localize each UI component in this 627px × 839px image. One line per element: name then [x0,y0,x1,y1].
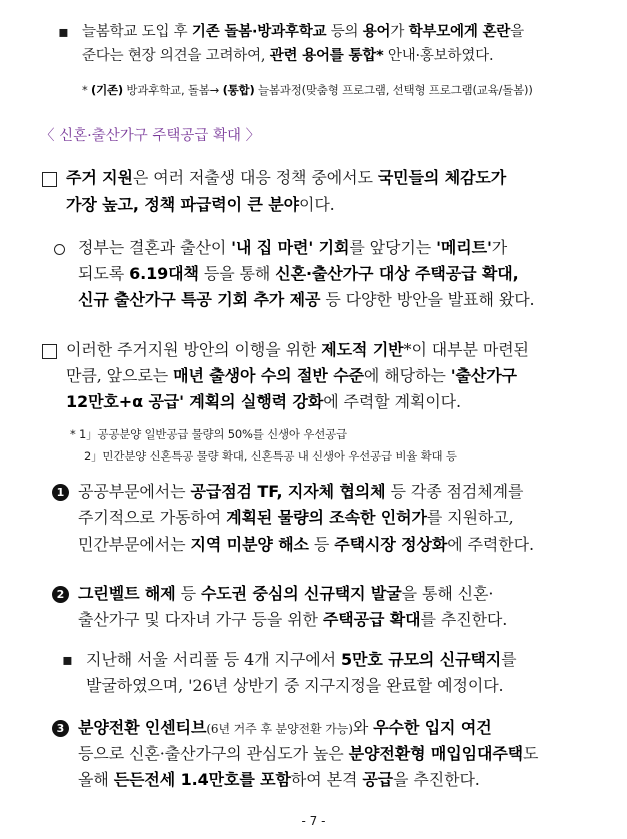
numbered-circle-icon: 2 [52,586,69,603]
text-segment: 등 다양한 방안을 발표해 왔다. [320,290,535,309]
paragraph-line [78,770,480,790]
emphasis-text: 용어 [362,24,391,40]
text-segment: 와 [352,718,374,737]
text-segment: 등을 통해 [198,264,276,283]
text-segment: 공공부문에서는 [78,482,191,501]
emphasis-text: 공급 [362,770,394,789]
emphasis-text: 관련 용어를 통합 [269,48,377,64]
emphasis-text: 신규 출산가구 특공 기회 추가 제공 [78,290,321,309]
emphasis-text: * [376,48,384,64]
paragraph-line [66,392,461,412]
text-segment: 출산가구 및 다자녀 가구 등을 위한 [78,610,323,629]
text-segment: 민간부문에서는 [78,535,191,554]
text-segment: 등 각종 점검체계를 [385,482,524,501]
emphasis-text: 수도권 중심의 신규택지 발굴 [200,584,402,603]
emphasis-text: 우수한 입지 여건 [373,718,492,737]
paragraph-line [82,22,524,42]
emphasis-text: 12만호+α 공급' 계획의 실행력 강화 [66,392,324,411]
emphasis-text: (기존) [91,83,123,97]
emphasis-text: 든든전세 1.4만호를 포함 [113,770,291,789]
emphasis-text: 주택공급 확대 [322,610,421,629]
text-segment: 가 [491,238,508,257]
text-segment: 등으로 신혼·출산가구의 관심도가 높은 [78,744,349,763]
text-segment: 등 [175,584,201,603]
text-segment: 은 여러 저출생 대응 정책 중에서도 [132,168,378,187]
section-title: 〈 신혼·출산가구 주택공급 확대 〉 [40,128,261,144]
text-segment: 도 [523,744,539,763]
paragraph-line [78,482,523,502]
paragraph-line [66,340,529,360]
emphasis-text: 지역 미분양 해소 [190,535,309,554]
text-segment: 를 앞당기는 [349,238,437,257]
footnote [70,424,347,444]
numbered-circle-icon: 1 [52,484,69,501]
emphasis-text: 가장 높고, 정책 파급력이 큰 분야 [66,195,299,214]
text-segment: 방과후학교, 돌봄→ [122,83,223,97]
text-segment: 안내·홍보하였다. [383,48,494,64]
square-bullet-icon: ▪ [62,650,73,669]
text-segment: * [82,83,92,97]
text-segment: 2」민간분양 신혼특공 물량 확대, 신혼특공 내 신생아 우선공급 비율 확대 등 [84,449,457,463]
paragraph-line [78,238,507,258]
emphasis-text: 기존 돌봄·방과후학교 [191,24,327,40]
emphasis-text: 5만호 규모의 신규택지 [340,650,502,669]
paragraph-line [78,584,493,604]
paragraph-line [78,610,507,630]
checkbox-square-icon [42,344,57,359]
paragraph-line [82,46,493,66]
text-segment: 을 [510,24,524,40]
emphasis-text: 주거 지원 [66,168,133,187]
footnote [84,446,457,466]
paragraph-line [78,264,519,284]
paragraph-line [66,168,506,188]
paragraph-line [66,366,517,386]
emphasis-text: 분양전환형 매입임대주택 [348,744,524,763]
text-segment: 등 [308,535,335,554]
text-segment: 에 주력할 계획이다. [323,392,462,411]
text-segment: * [403,340,412,359]
text-segment: 이다. [298,195,335,214]
emphasis-text: '내 집 마련' 기회 [231,238,350,257]
paragraph-line [78,744,538,764]
text-segment: 되도록 [78,264,130,283]
paragraph-line [78,535,534,555]
text-segment: 에 해당하는 [363,366,451,385]
emphasis-text: 그린벨트 해제 [78,584,176,603]
text-segment: 가 [390,24,409,40]
page-number: - 7 - [301,814,326,828]
text-segment: 올해 [78,770,114,789]
emphasis-text: '메리트' [436,238,492,257]
paragraph-line [86,676,504,696]
numbered-circle-icon: 3 [52,720,69,737]
text-segment: 에 주력한다. [447,535,534,554]
text-segment: 지난해 서울 서리풀 등 4개 지구에서 [86,650,341,669]
emphasis-text: 공급점검 TF, 지자체 협의체 [190,482,386,501]
text-segment: 를 추진한다. [420,610,508,629]
text-segment: (6년 거주 후 분양전환 가능) [206,722,353,736]
emphasis-text: 6.19대책 [129,264,199,283]
emphasis-text: 제도적 기반 [321,340,404,359]
checkbox-square-icon [42,172,57,187]
text-segment: 을 통해 신혼· [401,584,494,603]
emphasis-text: (통합) [222,83,255,97]
circle-bullet-icon [54,244,65,255]
text-segment: * 1」공공분양 일반공급 물량의 50%를 신생아 우선공급 [70,427,347,441]
text-segment: 하여 본격 [290,770,363,789]
emphasis-text: 계획된 물량의 조속한 인허가 [226,508,427,527]
emphasis-text: 주택시장 정상화 [334,535,448,554]
text-segment: 준다는 현장 의견을 고려하여, [82,48,270,64]
paragraph-line [78,290,535,310]
text-segment: 발굴하였으며, '26년 상반기 중 지구지정을 완료할 예정이다. [86,676,504,695]
text-segment: 를 지원하고, [426,508,514,527]
paragraph-line [78,508,514,528]
footnote [82,80,533,100]
emphasis-text: 매년 출생아 수의 절반 수준 [173,366,364,385]
paragraph-line [66,195,335,215]
text-segment: 늘봄과정(맞춤형 프로그램, 선택형 프로그램(교육/돌봄)) [254,83,533,97]
paragraph-line [86,650,517,670]
paragraph-line [78,718,492,739]
text-segment: 정부는 결혼과 출산이 [78,238,232,257]
text-segment: 주기적으로 가동하여 [78,508,227,527]
text-segment: 를 [501,650,517,669]
emphasis-text: 신혼·출산가구 대상 주택공급 확대, [275,264,519,283]
square-bullet-icon: ▪ [58,22,69,41]
text-segment: 이러한 주거지원 방안의 이행을 위한 [66,340,322,359]
text-segment: 을 추진한다. [393,770,480,789]
text-segment: 등의 [326,24,363,40]
emphasis-text: 국민들의 체감도가 [377,168,507,187]
text-segment: 늘봄학교 도입 후 [82,24,192,40]
text-segment: 만큼, 앞으로는 [66,366,174,385]
emphasis-text: '출산가구 [450,366,517,385]
emphasis-text: 학부모에게 혼란 [408,24,511,40]
emphasis-text: 분양전환 인센티브 [78,718,207,737]
text-segment: 이 대부분 마련된 [411,340,529,359]
